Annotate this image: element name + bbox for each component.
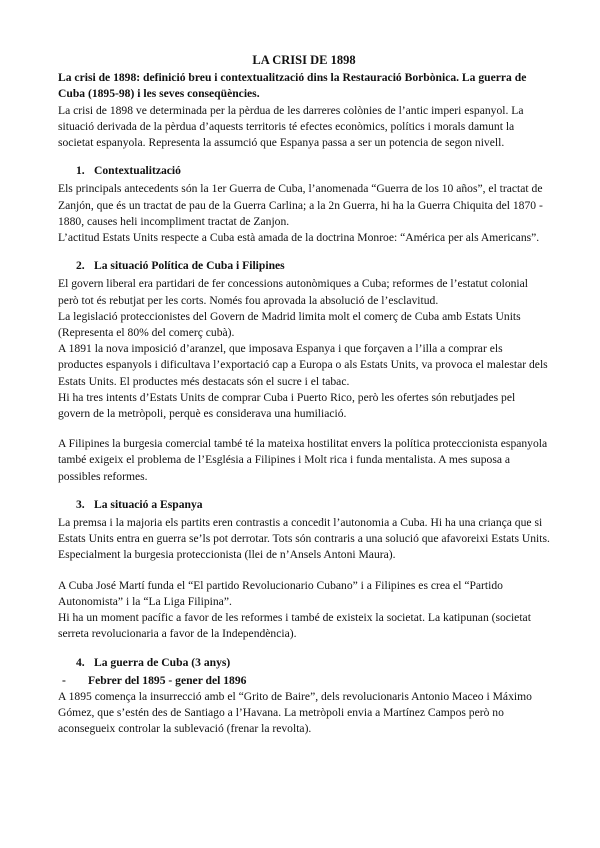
section-2-paragraph-5: A Filipines la burgesia comercial també té la mateixa hostilitat envers la política proteccionista espanyola també exigeix el problema de l’Església a Filipines i Molt rica i funda mentalista. A mes suposa a possibles reformes. xyxy=(58,437,548,483)
section-4-paragraph-1: A 1895 comença la insurrecció amb el “Grito de Baire”, dels revolucionaris Antonio Maceo i Máximo Gómez, que s’estén des de Santiago a l’Havana. La metròpoli envia a Martínez Campos però no aconsegueix controlar la sublevació (frenar la revolta). xyxy=(58,689,532,736)
section-heading-2: 2. La situació Política de Cuba i Filipines xyxy=(76,259,285,273)
document-page xyxy=(58,52,550,738)
blank-line xyxy=(58,564,550,578)
intro-paragraph: La crisi de 1898 ve determinada per la pèrdua de les darreres colònies de l’antic imperi espanyol. La situació derivada de la pèrdua d’aquests territoris té efectes econòmics, polítics i morals damunt la societat espanyola. Representa la assumció que Espanya passa a ser un potencia de segon nivell. xyxy=(58,103,524,150)
section-heading-4: 4. La guerra de Cuba (3 anys) xyxy=(76,655,231,669)
section-2-paragraph-1: El govern liberal era partidari de fer concessions autonòmiques a Cuba; reformes de l’estatut colonial però tot és rebutjat per les corts. Només fou aprovada la absolució de l’esclavitud. xyxy=(58,277,529,307)
section-3-paragraph-1: La premsa i la majoria els partits eren contrastis a concedit l’autonomia a Cuba. Hi ha una criança que si Estats Units entra en guerra se’ls pot derrotar. Tots són contraris a una solució que afavoreixi Estats Units. Especialment la burgesia proteccionista (llei de n’Ansels Antoni Maura). xyxy=(58,516,550,562)
section-3-paragraph-2: A Cuba José Martí funda el “El partido Revolucionario Cubano” i a Filipines es crea el “Partido Autonomista” i la “La Liga Filipina”. xyxy=(58,578,503,608)
section-2-paragraph-3: A 1891 la nova imposició d’aranzel, que imposava Espanya i que forçaven a l’illa a comprar els productes espanyols i dificultava l’exportació cap a Europa o als Estats Units, va provoca el malestar dels Estats Units. El productes més destacats són el sucre i el tabac. xyxy=(58,342,548,388)
document-title: LA CRISI DE 1898 xyxy=(252,53,356,67)
section-heading-1: 1. Contextualització xyxy=(76,164,181,178)
section-2-paragraph-2: La legislació proteccionistes del Govern de Madrid limita molt el comerç de Cuba amb Estats Units (Representa el 80% del comerç cubà). xyxy=(58,309,521,340)
section-3-paragraph-3: Hi ha un moment pacífic a favor de les reformes i també de existeix la societat. La katipunan (societat serreta revolucionaria a favor de la Independència). xyxy=(58,611,531,641)
section-1-paragraph-1: Els principals antecedents són la 1er Guerra de Cuba, l’anomenada “Guerra de los 10 años”, el tractat de Zanjón, que és un tractat de pau de la Guerra Carlina; a la 2n Guerra, hi ha la Guerra Chiquita del 1870 - 1880, causes heli incompliment tractat de Zanjon. xyxy=(58,182,543,228)
section-4-subheading: - Febrer del 1895 - gener del 1896 xyxy=(62,673,247,687)
section-1-paragraph-2: L’actitud Estats Units respecte a Cuba està amada de la doctrina Monroe: “América per als Americans”. xyxy=(58,231,540,245)
blank-line xyxy=(58,422,550,436)
lead-paragraph: La crisi de 1898: definició breu i contextualització dins la Restauració Borbònica. La guerra de Cuba (1895-98) i les seves conseqüències. xyxy=(58,71,527,101)
section-2-paragraph-4: Hi ha tres intents d’Estats Units de comprar Cuba i Puerto Rico, però les ofertes són rebutjades pel govern de la metròpoli, perquè es considerava una humiliació. xyxy=(58,390,516,421)
section-heading-3: 3. La situació a Espanya xyxy=(76,497,203,511)
